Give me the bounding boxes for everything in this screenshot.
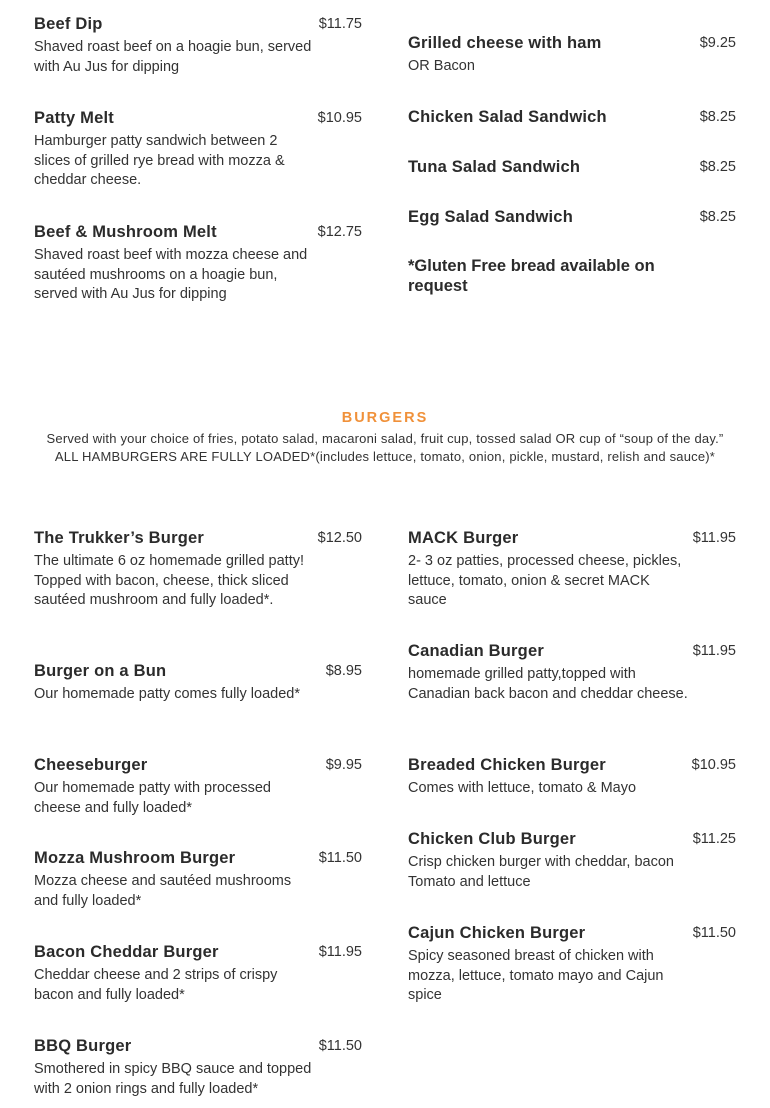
item-name: BBQ Burger <box>34 1037 132 1055</box>
item-price: $11.25 <box>692 831 736 847</box>
item-description: The ultimate 6 oz homemade grilled patty! Topped with bacon, cheese, thick sliced sautéed mushroom and fully loaded*. <box>34 553 304 608</box>
item-name: Cheeseburger <box>34 756 148 774</box>
item-price: $11.50 <box>318 1038 362 1054</box>
item-name: The Trukker’s Burger <box>34 529 204 547</box>
item-description: Smothered in spicy BBQ sauce and topped with 2 onion rings and fully loaded* <box>34 1061 312 1097</box>
item-description: Crisp chicken burger with cheddar, bacon Tomato and lettuce <box>408 854 674 890</box>
item-name: Canadian Burger <box>408 642 544 660</box>
gluten-free-note: *Gluten Free bread available on request <box>408 257 655 295</box>
item-name: Beef & Mushroom Melt <box>34 223 217 241</box>
item-price: $11.95 <box>692 643 736 659</box>
item-name: Chicken Club Burger <box>408 830 576 848</box>
item-description: OR Bacon <box>408 58 475 74</box>
item-price: $8.25 <box>699 109 736 125</box>
item-description: Our homemade patty with processed cheese and fully loaded* <box>34 780 271 816</box>
item-name: Egg Salad Sandwich <box>408 208 573 226</box>
item-description: Shaved roast beef with mozza cheese and sautéed mushrooms on a hoagie bun, served with Au Jus for dipping <box>34 247 308 302</box>
section-note-burgers: Served with your choice of fries, potato salad, macaroni salad, fruit cup, tossed salad OR cup of “soup of the day.” ALL HAMBURGERS ARE FULLY LOADED*(includes lettuce, tomato, onion, pickle, mustard, relish and sauce)* <box>46 431 724 464</box>
item-price: $12.75 <box>317 224 362 240</box>
item-name: MACK Burger <box>408 529 519 547</box>
item-price: $10.95 <box>317 110 362 126</box>
item-price: $9.95 <box>325 757 362 773</box>
item-price: $8.25 <box>699 209 736 225</box>
item-name: Mozza Mushroom Burger <box>34 849 236 867</box>
item-description: Hamburger patty sandwich between 2 slices of grilled rye bread with mozza & cheddar cheese. <box>34 133 285 188</box>
item-description: 2- 3 oz patties, processed cheese, pickles, lettuce, tomato, onion & secret MACK sauce <box>408 553 682 608</box>
item-name: Beef Dip <box>34 15 103 33</box>
item-name: Bacon Cheddar Burger <box>34 943 219 961</box>
item-price: $11.95 <box>692 530 736 546</box>
item-price: $10.95 <box>691 757 736 773</box>
item-name: Burger on a Bun <box>34 662 167 680</box>
item-description: Mozza cheese and sautéed mushrooms and fully loaded* <box>34 873 292 909</box>
item-name: Patty Melt <box>34 109 114 127</box>
item-price: $11.50 <box>318 850 362 866</box>
item-description: homemade grilled patty,topped with Canadian back bacon and cheddar cheese. <box>408 666 688 702</box>
item-description: Spicy seasoned breast of chicken with mozza, lettuce, tomato mayo and Cajun spice <box>408 948 664 1003</box>
item-description: Cheddar cheese and 2 strips of crispy bacon and fully loaded* <box>34 967 278 1003</box>
item-name: Chicken Salad Sandwich <box>408 108 607 126</box>
item-description: Our homemade patty comes fully loaded* <box>34 686 300 702</box>
item-price: $8.95 <box>325 663 362 679</box>
item-name: Cajun Chicken Burger <box>408 924 586 942</box>
section-title-burgers: BURGERS <box>341 410 429 426</box>
item-name: Breaded Chicken Burger <box>408 756 606 774</box>
item-price: $11.95 <box>318 944 362 960</box>
item-price: $8.25 <box>699 159 736 175</box>
item-name: Grilled cheese with ham <box>408 34 602 52</box>
item-name: Tuna Salad Sandwich <box>408 158 581 176</box>
item-description: Shaved roast beef on a hoagie bun, served with Au Jus for dipping <box>34 39 312 75</box>
item-price: $11.50 <box>692 925 736 941</box>
item-description: Comes with lettuce, tomato & Mayo <box>408 780 637 796</box>
item-price: $12.50 <box>317 530 362 546</box>
item-price: $9.25 <box>699 35 736 51</box>
item-price: $11.75 <box>318 16 362 32</box>
